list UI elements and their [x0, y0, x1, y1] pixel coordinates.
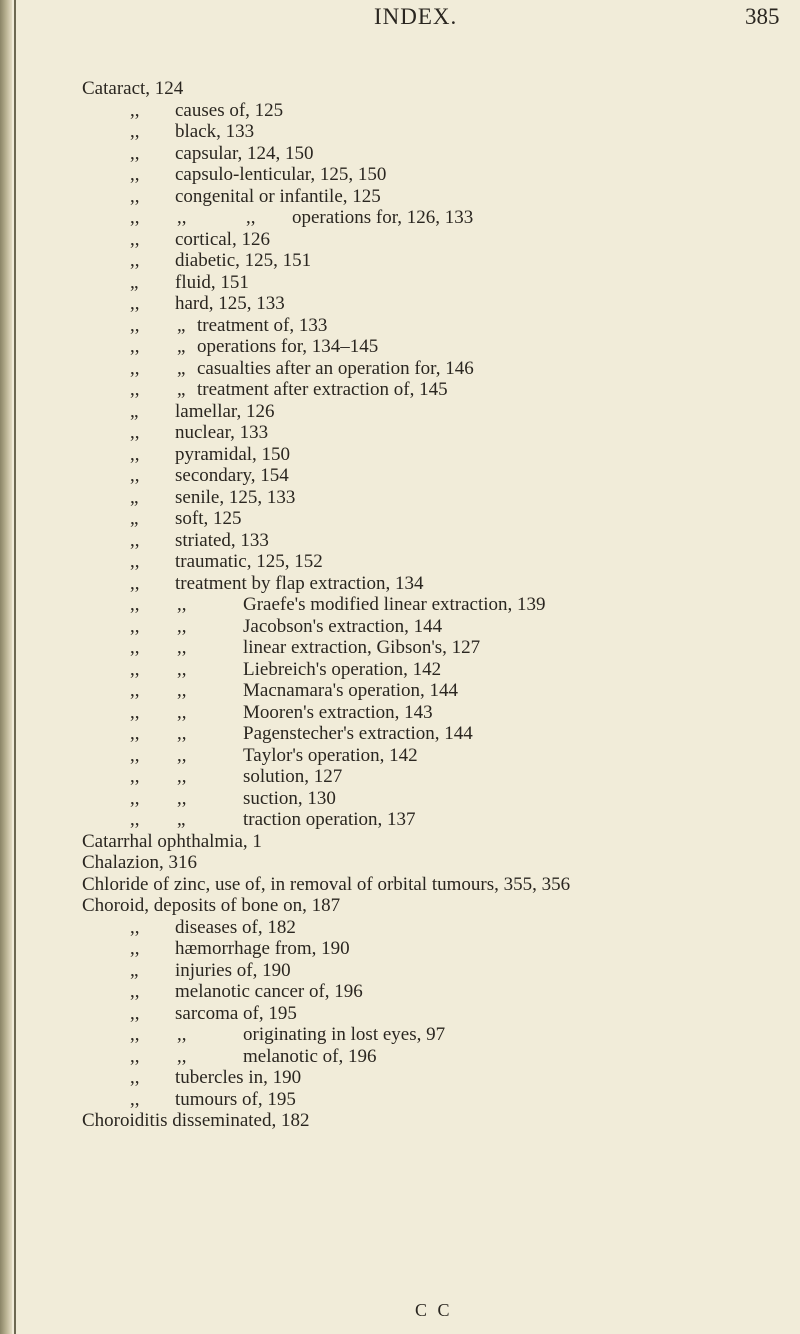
ditto-mark: ,,	[177, 637, 187, 658]
index-entry	[0, 1003, 800, 1025]
subentry-text: Jacobson's extraction, 144	[243, 615, 443, 637]
ditto-mark: ,,	[177, 723, 187, 744]
ditto-mark: „	[130, 959, 139, 981]
page-number: 385	[745, 4, 780, 29]
subentry-text: melanotic cancer of, 196	[175, 981, 363, 1002]
ditto-mark: „	[130, 486, 139, 508]
subentry-text: operations for, 126, 133	[292, 207, 474, 228]
ditto-mark: ,,	[130, 164, 140, 185]
ditto-mark: ,,	[130, 529, 140, 551]
ditto-mark: ,,	[130, 766, 140, 787]
subentry-text: hard, 125, 133	[175, 293, 285, 314]
index-entry	[0, 315, 800, 337]
ditto-mark: ,,	[130, 142, 140, 164]
signature-mark: C C	[415, 1300, 453, 1320]
main-entry-text: Chloride of zinc, use of, in removal of orbital tumours, 355, 356	[82, 873, 571, 895]
ditto-mark: „	[177, 809, 186, 830]
index-entry	[0, 1024, 800, 1046]
subentry-text: casualties after an operation for, 146	[197, 357, 474, 379]
index-entry	[0, 960, 800, 982]
index-entry	[0, 143, 800, 165]
subentry-text: treatment of, 133	[197, 314, 328, 336]
index-entry	[0, 809, 800, 831]
ditto-mark: ,,	[177, 658, 187, 680]
ditto-mark: ,,	[177, 701, 187, 723]
ditto-mark: ,,	[130, 1002, 140, 1024]
ditto-mark: ,,	[130, 422, 140, 443]
ditto-mark: ,,	[130, 314, 140, 336]
ditto-mark: ,,	[246, 207, 256, 228]
subentry-text: tumours of, 195	[175, 1088, 296, 1110]
ditto-mark: ,,	[130, 357, 140, 379]
main-entry-text: Choroiditis disseminated, 182	[82, 1110, 310, 1131]
ditto-mark: ,,	[130, 701, 140, 723]
index-entry	[0, 186, 800, 208]
ditto-mark: ,,	[130, 1088, 140, 1110]
subentry-text: traumatic, 125, 152	[175, 551, 323, 572]
index-entry	[0, 1089, 800, 1111]
index-entry	[0, 229, 800, 251]
index-entry	[0, 78, 800, 100]
ditto-mark: ,,	[177, 1024, 187, 1045]
index-entry	[0, 121, 800, 143]
ditto-mark: ,,	[130, 809, 140, 830]
ditto-mark: „	[177, 357, 186, 379]
subentry-text: originating in lost eyes, 97	[243, 1024, 446, 1045]
subentry-text: diabetic, 125, 151	[175, 250, 312, 271]
index-entry	[0, 766, 800, 788]
index-entry	[0, 616, 800, 638]
index-entry	[0, 1110, 800, 1132]
ditto-mark: ,,	[130, 572, 140, 594]
index-entry	[0, 444, 800, 466]
index-entry	[0, 272, 800, 294]
subentry-text: diseases of, 182	[175, 916, 296, 938]
ditto-mark: ,,	[130, 207, 140, 228]
subentry-text: suction, 130	[243, 787, 336, 809]
ditto-mark: ,,	[130, 615, 140, 637]
subentry-text: pyramidal, 150	[175, 443, 291, 465]
subentry-text: operations for, 134–145	[197, 336, 379, 357]
index-entry	[0, 487, 800, 509]
ditto-mark: „	[177, 336, 186, 357]
index-entry	[0, 379, 800, 401]
index-entry	[0, 745, 800, 767]
index-entry	[0, 680, 800, 702]
index-entry	[0, 573, 800, 595]
ditto-mark: ,,	[130, 1045, 140, 1067]
index-entry	[0, 874, 800, 896]
subentry-text: solution, 127	[243, 766, 343, 787]
subentry-text: black, 133	[175, 121, 255, 142]
page-title: INDEX.	[374, 4, 458, 29]
ditto-mark: ,,	[130, 250, 140, 271]
index-entry	[0, 293, 800, 315]
ditto-mark: ,,	[177, 1045, 187, 1067]
index-entry	[0, 551, 800, 573]
ditto-mark: ,,	[177, 680, 187, 701]
ditto-mark: ,,	[130, 336, 140, 357]
page-header	[0, 4, 800, 44]
ditto-mark: ,,	[177, 744, 187, 766]
ditto-mark: „	[130, 508, 139, 529]
index-entry	[0, 164, 800, 186]
ditto-mark: ,,	[130, 938, 140, 959]
index-entry	[0, 788, 800, 810]
index-entry	[0, 637, 800, 659]
ditto-mark: ,,	[130, 723, 140, 744]
ditto-mark: ,,	[130, 916, 140, 938]
ditto-mark: „	[177, 379, 186, 400]
index-entry	[0, 530, 800, 552]
ditto-mark: ,,	[130, 551, 140, 572]
index-entry	[0, 358, 800, 380]
subentry-text: soft, 125	[175, 508, 242, 529]
index-entry	[0, 831, 800, 853]
ditto-mark: ,,	[177, 615, 187, 637]
ditto-mark: ,,	[130, 228, 140, 250]
index-entry-list	[0, 78, 800, 1132]
ditto-mark: ,,	[130, 443, 140, 465]
index-entry	[0, 594, 800, 616]
subentry-text: cortical, 126	[175, 228, 270, 250]
main-entry-text: Catarrhal ophthalmia, 1	[82, 830, 262, 852]
ditto-mark: ,,	[130, 637, 140, 658]
ditto-mark: „	[177, 314, 186, 336]
subentry-text: treatment by flap extraction, 134	[175, 572, 424, 594]
ditto-mark: ,,	[130, 185, 140, 207]
ditto-mark: ,,	[177, 594, 187, 615]
ditto-mark: ,,	[130, 658, 140, 680]
ditto-mark: ,,	[130, 680, 140, 701]
index-entry	[0, 938, 800, 960]
subentry-text: treatment after extraction of, 145	[197, 379, 448, 400]
ditto-mark: ,,	[130, 787, 140, 809]
index-entry	[0, 852, 800, 874]
index-entry	[0, 981, 800, 1003]
ditto-mark: ,,	[130, 1024, 140, 1045]
ditto-mark: ,,	[130, 379, 140, 400]
subentry-text: congenital or infantile, 125	[175, 185, 381, 207]
subentry-text: injuries of, 190	[175, 959, 291, 981]
subentry-text: Graefe's modified linear extraction, 139	[243, 594, 546, 615]
subentry-text: linear extraction, Gibson's, 127	[243, 637, 481, 658]
subentry-text: nuclear, 133	[175, 422, 269, 443]
ditto-mark: ,,	[130, 981, 140, 1002]
index-entry	[0, 100, 800, 122]
ditto-mark: ,,	[130, 121, 140, 142]
subentry-text: sarcoma of, 195	[175, 1002, 297, 1024]
subentry-text: secondary, 154	[175, 465, 289, 486]
index-entry	[0, 422, 800, 444]
subentry-text: Taylor's operation, 142	[243, 744, 418, 766]
ditto-mark: ,,	[177, 207, 187, 228]
subentry-text: capsulo-lenticular, 125, 150	[175, 164, 387, 185]
index-entry	[0, 401, 800, 423]
ditto-mark: ,,	[130, 594, 140, 615]
index-entry	[0, 1067, 800, 1089]
index-entry	[0, 702, 800, 724]
subentry-text: fluid, 151	[175, 271, 249, 293]
subentry-text: hæmorrhage from, 190	[175, 938, 350, 959]
subentry-text: Liebreich's operation, 142	[243, 658, 442, 680]
main-entry-text: Choroid, deposits of bone on, 187	[82, 895, 341, 916]
ditto-mark: ,,	[130, 99, 140, 121]
subentry-text: Pagenstecher's extraction, 144	[243, 723, 473, 744]
subentry-text: striated, 133	[175, 529, 269, 551]
subentry-text: traction operation, 137	[243, 809, 416, 830]
main-entry-text: Cataract, 124	[82, 78, 184, 99]
ditto-mark: „	[130, 271, 139, 293]
index-entry	[0, 917, 800, 939]
index-entry	[0, 336, 800, 358]
index-entry	[0, 508, 800, 530]
ditto-mark: ,,	[177, 766, 187, 787]
ditto-mark: ,,	[130, 293, 140, 314]
index-entry	[0, 1046, 800, 1068]
subentry-text: senile, 125, 133	[175, 486, 296, 508]
subentry-text: tubercles in, 190	[175, 1067, 302, 1088]
index-entry	[0, 895, 800, 917]
subentry-text: causes of, 125	[175, 99, 284, 121]
index-entry	[0, 207, 800, 229]
index-entry	[0, 659, 800, 681]
ditto-mark: „	[130, 400, 139, 422]
subentry-text: Macnamara's operation, 144	[243, 680, 458, 701]
subentry-text: capsular, 124, 150	[175, 142, 314, 164]
index-entry	[0, 723, 800, 745]
ditto-mark: ,,	[130, 465, 140, 486]
index-entry	[0, 250, 800, 272]
subentry-text: lamellar, 126	[175, 400, 275, 422]
ditto-mark: ,,	[130, 1067, 140, 1088]
main-entry-text: Chalazion, 316	[82, 852, 198, 873]
subentry-text: Mooren's extraction, 143	[243, 701, 433, 723]
subentry-text: melanotic of, 196	[243, 1045, 377, 1067]
index-entry	[0, 465, 800, 487]
ditto-mark: ,,	[177, 787, 187, 809]
ditto-mark: ,,	[130, 744, 140, 766]
